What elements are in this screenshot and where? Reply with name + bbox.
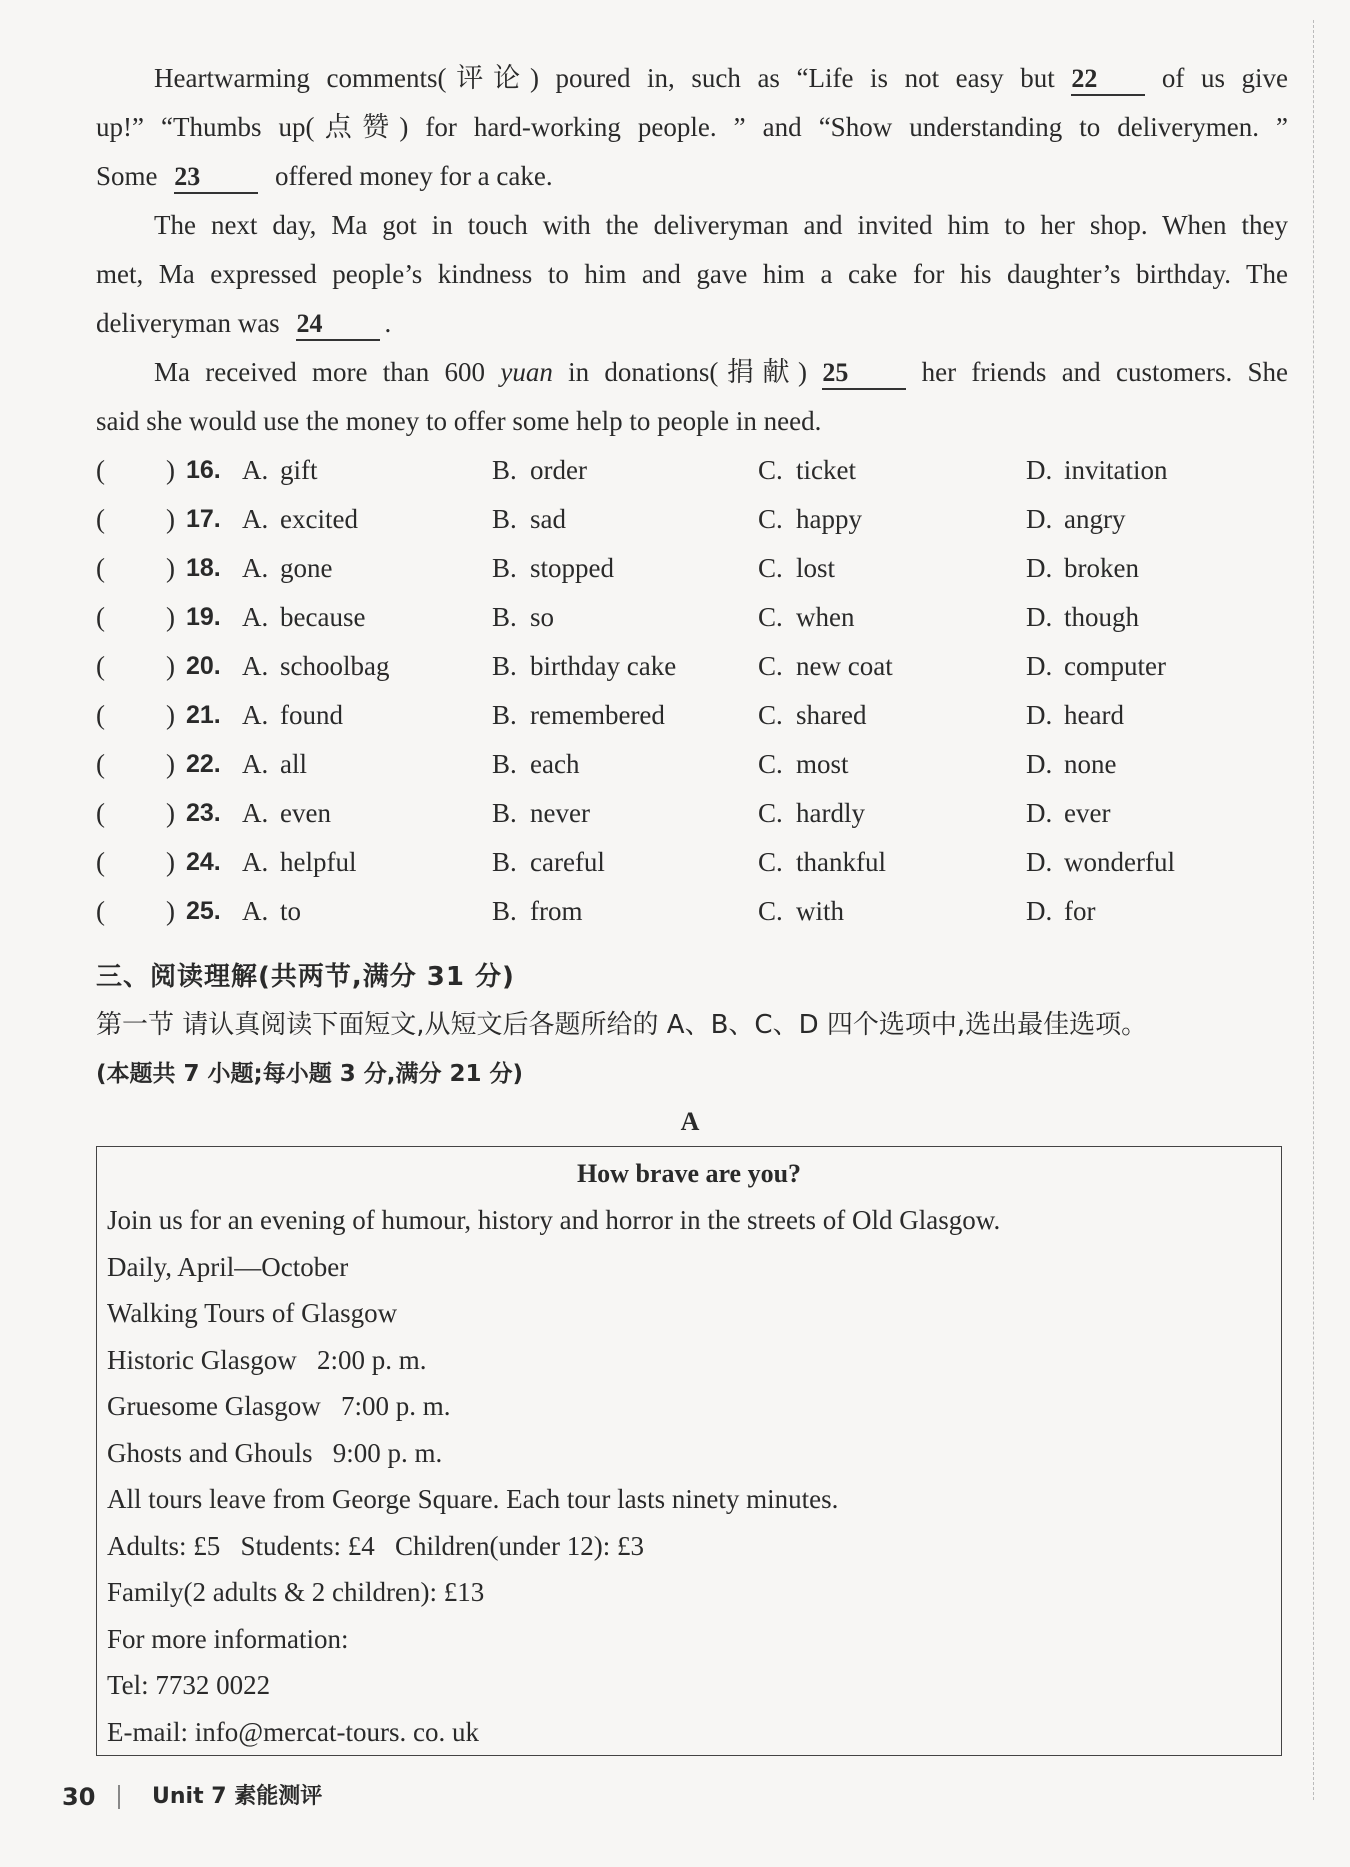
- option-letter: D.: [1026, 455, 1053, 485]
- answer-paren-open[interactable]: (: [96, 798, 105, 828]
- section-part-1-instructions: 第一节 请认真阅读下面短文,从短文后各题所给的 A、B、C、D 四个选项中,选出最佳选项。: [96, 1010, 1148, 1040]
- advert-line: Daily, April—October: [107, 1251, 349, 1282]
- advert-title: How brave are you?: [576, 1159, 802, 1188]
- option-text: thankful: [796, 847, 886, 877]
- passage-label: A: [680, 1107, 700, 1136]
- option-c[interactable]: [758, 446, 856, 495]
- answer-paren-open[interactable]: (: [96, 651, 105, 681]
- option-c[interactable]: [758, 642, 893, 691]
- text: in donations(捐献): [568, 357, 808, 387]
- option-text: invitation: [1064, 455, 1168, 485]
- blank-25: 25: [822, 358, 906, 390]
- option-letter: A.: [242, 651, 269, 681]
- answer-paren-close: ): [166, 896, 175, 926]
- option-text: remembered: [530, 700, 665, 730]
- footer-divider: [118, 1785, 120, 1809]
- option-a[interactable]: [242, 544, 332, 593]
- text: deliveryman was: [96, 308, 280, 338]
- option-b[interactable]: [492, 789, 590, 838]
- option-letter: D.: [1026, 700, 1053, 730]
- option-c[interactable]: [758, 495, 862, 544]
- option-letter: B.: [492, 602, 517, 632]
- question-row: [96, 838, 1296, 887]
- advert-line[interactable]: Tel: 7732 0022: [107, 1670, 271, 1700]
- answer-paren-open[interactable]: (: [96, 602, 105, 632]
- option-text: because: [280, 602, 366, 632]
- option-text: ticket: [796, 455, 856, 485]
- option-text: gift: [280, 455, 318, 485]
- option-letter: D.: [1026, 651, 1053, 681]
- option-letter: C.: [758, 553, 783, 583]
- option-letter: C.: [758, 651, 783, 681]
- option-text: computer: [1064, 651, 1166, 681]
- answer-paren-close: ): [166, 455, 175, 485]
- question-row: [96, 691, 1296, 740]
- option-letter: D.: [1026, 896, 1053, 926]
- page-number: 30: [62, 1783, 96, 1811]
- option-letter: A.: [242, 749, 269, 779]
- option-letter: B.: [492, 553, 517, 583]
- option-text: excited: [280, 504, 358, 534]
- option-text: though: [1064, 602, 1140, 632]
- advert-line: Walking Tours of Glasgow: [107, 1298, 398, 1328]
- option-text: angry: [1064, 504, 1126, 534]
- paragraph-2-line-1: The next day, Ma got in touch with the deliveryman and invited him to her shop. When they: [154, 210, 1288, 240]
- question-number: 23.: [186, 799, 221, 827]
- option-d[interactable]: [1026, 789, 1110, 838]
- option-letter: C.: [758, 749, 783, 779]
- option-d[interactable]: [1026, 495, 1125, 544]
- answer-paren-open[interactable]: (: [96, 455, 105, 485]
- option-letter: A.: [242, 896, 269, 926]
- answer-paren-close: ): [166, 798, 175, 828]
- option-b[interactable]: [492, 838, 605, 887]
- option-a[interactable]: [242, 789, 331, 838]
- advert-line: Adults: £5 Students: £4 Children(under 12): £3: [107, 1530, 644, 1561]
- option-c[interactable]: [758, 838, 886, 887]
- option-letter: C.: [758, 798, 783, 828]
- option-text: careful: [530, 847, 605, 877]
- answer-paren-close: ): [166, 700, 175, 730]
- option-b[interactable]: [492, 691, 665, 740]
- blank-22: 22: [1071, 64, 1145, 96]
- option-b[interactable]: [492, 642, 676, 691]
- option-letter: B.: [492, 798, 517, 828]
- option-text: heard: [1064, 700, 1124, 730]
- option-d[interactable]: [1026, 887, 1095, 936]
- advert-line: Join us for an evening of humour, history and horror in the streets of Old Glasgow.: [107, 1205, 1001, 1235]
- advert-box: [96, 1146, 1282, 1756]
- option-text: helpful: [280, 847, 357, 877]
- option-text: even: [280, 798, 331, 828]
- paragraph-1-line-3: [96, 152, 1288, 201]
- option-letter: C.: [758, 602, 783, 632]
- option-letter: D.: [1026, 504, 1053, 534]
- advert-line: Ghosts and Ghouls 9:00 p. m.: [107, 1437, 443, 1468]
- paragraph-1-line-2: up!” “Thumbs up(点赞) for hard-working people. ” and “Show understanding to deliverymen. ”: [96, 112, 1288, 142]
- question-number: 18.: [186, 554, 221, 582]
- option-letter: B.: [492, 455, 517, 485]
- advert-line[interactable]: E-mail: info@mercat-tours. co. uk: [107, 1716, 480, 1747]
- answer-paren-open[interactable]: (: [96, 896, 105, 926]
- text: her friends and customers. She: [921, 357, 1288, 387]
- option-letter: D.: [1026, 553, 1053, 583]
- option-letter: A.: [242, 847, 269, 877]
- option-a[interactable]: [242, 691, 343, 740]
- option-letter: B.: [492, 749, 517, 779]
- text: of us give: [1161, 63, 1289, 93]
- option-text: gone: [280, 553, 333, 583]
- option-letter: B.: [492, 504, 517, 534]
- option-text: birthday cake: [530, 651, 677, 681]
- option-text: from: [530, 896, 583, 926]
- option-letter: C.: [758, 700, 783, 730]
- paragraph-3-line-1: [96, 348, 1288, 397]
- answer-paren-open[interactable]: (: [96, 749, 105, 779]
- answer-paren-open[interactable]: (: [96, 553, 105, 583]
- option-letter: A.: [242, 798, 269, 828]
- option-c[interactable]: [758, 887, 844, 936]
- question-number: 16.: [186, 456, 221, 484]
- option-letter: B.: [492, 700, 517, 730]
- question-row: [96, 495, 1296, 544]
- question-number: 20.: [186, 652, 221, 680]
- option-a[interactable]: [242, 838, 356, 887]
- answer-paren-close: ): [166, 749, 175, 779]
- option-text: all: [280, 749, 307, 779]
- question-number: 21.: [186, 701, 221, 729]
- paragraph-2-line-2: met, Ma expressed people’s kindness to him and gave him a cake for his daughter’s birthday. The: [96, 259, 1288, 289]
- option-d[interactable]: [1026, 691, 1124, 740]
- answer-paren-open[interactable]: (: [96, 504, 105, 534]
- question-number: 25.: [186, 897, 221, 925]
- answer-paren-close: ): [166, 553, 175, 583]
- option-letter: A.: [242, 602, 269, 632]
- option-b[interactable]: [492, 740, 579, 789]
- option-text: stopped: [530, 553, 614, 583]
- margin-rule: [1313, 20, 1314, 1800]
- paragraph-1-line-1: [96, 54, 1288, 103]
- option-text: so: [530, 602, 555, 632]
- option-text: new coat: [796, 651, 893, 681]
- option-text: found: [280, 700, 343, 730]
- question-number: 22.: [186, 750, 221, 778]
- text: Some: [96, 161, 158, 191]
- option-c[interactable]: [758, 691, 866, 740]
- question-row: [96, 446, 1296, 495]
- answer-paren-close: ): [166, 847, 175, 877]
- option-text: hardly: [796, 798, 865, 828]
- option-letter: D.: [1026, 602, 1053, 632]
- option-letter: B.: [492, 896, 517, 926]
- question-number: 17.: [186, 505, 221, 533]
- option-a[interactable]: [242, 495, 358, 544]
- text-yuan: yuan: [500, 357, 553, 387]
- question-row: [96, 740, 1296, 789]
- text: Ma received more than 600: [154, 357, 486, 387]
- blank-24: 24: [296, 309, 380, 341]
- option-text: each: [530, 749, 580, 779]
- option-text: lost: [796, 553, 836, 583]
- option-text: broken: [1064, 553, 1139, 583]
- option-text: wonderful: [1064, 847, 1175, 877]
- section-heading: 三、阅读理解(共两节,满分 31 分): [96, 962, 515, 992]
- option-letter: A.: [242, 700, 269, 730]
- option-d[interactable]: [1026, 544, 1139, 593]
- option-a[interactable]: [242, 446, 318, 495]
- option-letter: B.: [492, 847, 517, 877]
- option-d[interactable]: [1026, 740, 1116, 789]
- advert-line: All tours leave from George Square. Each tour lasts ninety minutes.: [107, 1484, 839, 1514]
- advert-line: For more information:: [107, 1623, 349, 1654]
- option-c[interactable]: [758, 789, 865, 838]
- option-text: for: [1064, 896, 1096, 926]
- option-letter: A.: [242, 553, 269, 583]
- question-row: [96, 642, 1296, 691]
- option-text: schoolbag: [280, 651, 390, 681]
- text: offered money for a cake.: [275, 161, 553, 191]
- option-letter: A.: [242, 455, 269, 485]
- option-b[interactable]: [492, 887, 582, 936]
- section-part-1-note: (本题共 7 小题;每小题 3 分,满分 21 分): [96, 1061, 524, 1087]
- paragraph-2-line-3: [96, 299, 1288, 348]
- option-letter: C.: [758, 504, 783, 534]
- answer-paren-close: ): [166, 504, 175, 534]
- text: Heartwarming comments(评论) poured in, such as “Life is not easy but: [154, 63, 1055, 93]
- option-letter: C.: [758, 455, 783, 485]
- option-d[interactable]: [1026, 593, 1139, 642]
- option-b[interactable]: [492, 495, 566, 544]
- option-d[interactable]: [1026, 838, 1175, 887]
- answer-paren-close: ): [166, 651, 175, 681]
- unit-label: Unit 7 素能测评: [152, 1784, 323, 1809]
- option-text: ever: [1064, 798, 1111, 828]
- option-letter: D.: [1026, 749, 1053, 779]
- option-d[interactable]: [1026, 446, 1168, 495]
- option-letter: A.: [242, 504, 269, 534]
- option-text: sad: [530, 504, 566, 534]
- answer-paren-open[interactable]: (: [96, 847, 105, 877]
- option-letter: D.: [1026, 798, 1053, 828]
- answer-paren-close: ): [166, 602, 175, 632]
- option-text: with: [796, 896, 845, 926]
- question-number: 24.: [186, 848, 221, 876]
- option-text: none: [1064, 749, 1117, 779]
- text: .: [384, 308, 392, 338]
- question-row: [96, 544, 1296, 593]
- option-text: most: [796, 749, 849, 779]
- option-letter: D.: [1026, 847, 1053, 877]
- option-c[interactable]: [758, 593, 854, 642]
- option-text: to: [280, 896, 302, 926]
- question-number: 19.: [186, 603, 221, 631]
- option-a[interactable]: [242, 740, 307, 789]
- question-row: [96, 887, 1296, 936]
- option-c[interactable]: [758, 544, 835, 593]
- option-letter: C.: [758, 896, 783, 926]
- option-text: never: [530, 798, 590, 828]
- question-row: [96, 789, 1296, 838]
- option-letter: B.: [492, 651, 517, 681]
- option-b[interactable]: [492, 446, 587, 495]
- advert-line: Gruesome Glasgow 7:00 p. m.: [107, 1391, 451, 1421]
- blank-23: 23: [174, 162, 258, 194]
- option-a[interactable]: [242, 642, 389, 691]
- option-text: when: [796, 602, 855, 632]
- paragraph-3-line-2: said she would use the money to offer some help to people in need.: [96, 406, 822, 436]
- option-b[interactable]: [492, 593, 554, 642]
- option-d[interactable]: [1026, 642, 1166, 691]
- option-a[interactable]: [242, 593, 365, 642]
- option-letter: C.: [758, 847, 783, 877]
- option-text: shared: [796, 700, 867, 730]
- option-text: order: [530, 455, 587, 485]
- option-a[interactable]: [242, 887, 301, 936]
- advert-line: Historic Glasgow 2:00 p. m.: [107, 1344, 427, 1375]
- question-row: [96, 593, 1296, 642]
- option-b[interactable]: [492, 544, 614, 593]
- option-c[interactable]: [758, 740, 849, 789]
- option-text: happy: [796, 504, 862, 534]
- advert-line: Family(2 adults & 2 children): £13: [107, 1577, 485, 1607]
- answer-paren-open[interactable]: (: [96, 700, 105, 730]
